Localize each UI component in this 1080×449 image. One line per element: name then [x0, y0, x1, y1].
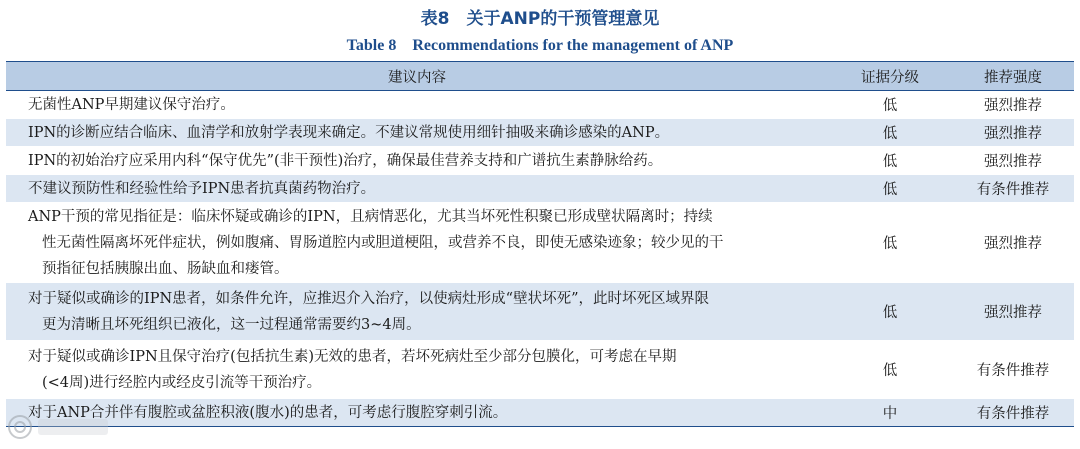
- recommendation-cell: [6, 147, 828, 175]
- table-title-english: Table 8 Recommendations for the management of ANP: [346, 37, 734, 54]
- recommendation-cell: [6, 175, 828, 203]
- evidence-level-cell: 低: [882, 98, 898, 114]
- recommendation-strength-cell: 有条件推荐: [976, 363, 1050, 379]
- evidence-level-cell: 低: [882, 182, 898, 198]
- watermark-logo: [6, 410, 116, 444]
- recommendation-text-line: 对于疑似或确诊IPN且保守治疗(包括抗生素)无效的患者，若坏死病灶至少部分包膜化，可考虑在早期: [28, 348, 677, 365]
- recommendation-cell: [6, 399, 828, 427]
- recommendation-text-line: (<4周)进行经腔内或经皮引流等干预治疗。: [42, 374, 322, 391]
- recommendation-cell: [6, 91, 828, 119]
- recommendations-table: [6, 61, 1074, 427]
- recommendation-text-line: 对于ANP合并伴有腹腔或盆腔积液(腹水)的患者，可考虑行腹腔穿刺引流。: [28, 404, 508, 421]
- table-row: [6, 91, 1074, 119]
- table-header-row: [6, 62, 1074, 91]
- recommendation-strength-cell: 强烈推荐: [984, 154, 1042, 170]
- recommendation-cell: [6, 203, 828, 283]
- recommendation-cell: [6, 283, 828, 341]
- table-row: [6, 341, 1074, 399]
- header-recommendation: 建议内容: [6, 62, 828, 91]
- evidence-level-cell: 低: [882, 363, 898, 379]
- recommendation-text-line: 性无菌性隔离坏死伴症状，例如腹痛、胃肠道腔内或胆道梗阻，或营养不良，即使无感染迹象；较少见的干: [42, 234, 724, 251]
- table-row: [6, 203, 1074, 283]
- recommendation-strength-cell: 强烈推荐: [984, 98, 1042, 114]
- table-body: [6, 91, 1074, 427]
- recommendation-text-line: 对于疑似或确诊的IPN患者，如条件允许，应推迟介入治疗，以使病灶形成“壁状坏死”，此时坏死区域界限: [28, 290, 709, 307]
- evidence-level-cell: 中: [882, 406, 898, 422]
- table-row: [6, 283, 1074, 341]
- recommendation-text-line: IPN的诊断应结合临床、血清学和放射学表现来确定。不建议常规使用细针抽吸来确诊感染的ANP。: [28, 124, 670, 141]
- table-row: [6, 119, 1074, 147]
- header-recommendation-strength: 推荐强度: [952, 62, 1074, 91]
- table-row: [6, 175, 1074, 203]
- recommendation-strength-cell: 强烈推荐: [984, 236, 1042, 252]
- recommendation-strength-cell: 强烈推荐: [984, 126, 1042, 142]
- evidence-level-cell: 低: [882, 236, 898, 252]
- evidence-level-cell: 低: [882, 154, 898, 170]
- header-evidence-level: 证据分级: [828, 62, 952, 91]
- table-title-chinese: 表8 关于ANP的干预管理意见: [420, 9, 660, 29]
- recommendation-strength-cell: 有条件推荐: [976, 406, 1050, 422]
- recommendation-text-line: 无菌性ANP早期建议保守治疗。: [28, 96, 235, 113]
- recommendation-text-line: 不建议预防性和经验性给予IPN患者抗真菌药物治疗。: [28, 180, 376, 197]
- recommendation-cell: [6, 341, 828, 399]
- table-row: [6, 399, 1074, 427]
- recommendation-cell: [6, 119, 828, 147]
- recommendation-text-line: IPN的初始治疗应采用内科“保守优先”(非干预性)治疗，确保最佳营养支持和广谱抗生素静脉给药。: [28, 152, 663, 169]
- recommendation-strength-cell: 有条件推荐: [976, 182, 1050, 198]
- table-row: [6, 147, 1074, 175]
- recommendation-text-line: 更为清晰且坏死组织已液化，这一过程通常需要约3~4周。: [42, 316, 421, 333]
- recommendation-text-line: 预指征包括胰腺出血、肠缺血和瘘管。: [42, 260, 289, 277]
- evidence-level-cell: 低: [882, 305, 898, 321]
- recommendation-text-line: ANP干预的常见指征是：临床怀疑或确诊的IPN，且病情恶化，尤其当坏死性积聚已形成壁状隔离时；持续: [28, 208, 713, 225]
- recommendation-strength-cell: 强烈推荐: [984, 305, 1042, 321]
- evidence-level-cell: 低: [882, 126, 898, 142]
